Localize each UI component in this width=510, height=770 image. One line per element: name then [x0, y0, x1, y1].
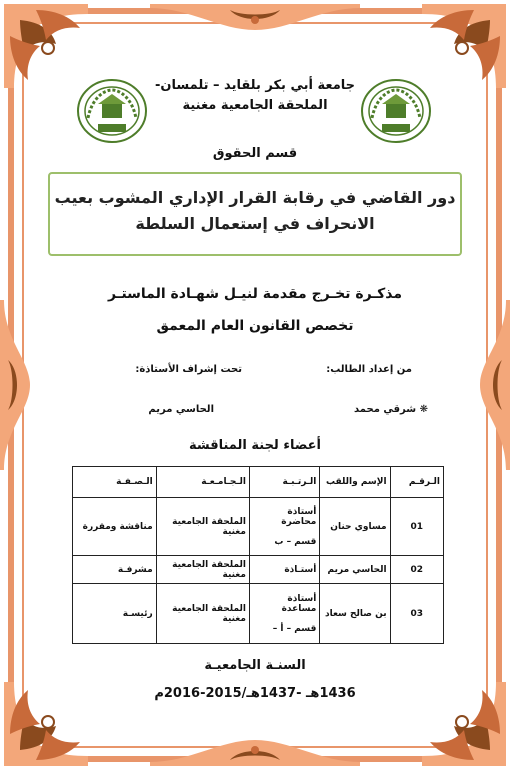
left-ornament-icon	[0, 300, 36, 470]
thesis-title-box	[48, 172, 462, 256]
member-number: 03	[390, 584, 443, 644]
column-header: الـصـفـة	[73, 467, 157, 498]
student-name: شرقي محمد	[354, 404, 417, 415]
academic-year-label: السنـة الجامعيـة	[204, 658, 306, 673]
member-role: رئيسـة	[73, 584, 157, 644]
supervised-by-label: تحت إشراف الأستاذة:	[135, 364, 242, 375]
member-rank-line2: قسم – ب	[274, 536, 317, 547]
table-row	[73, 498, 444, 556]
member-university: الملحقة الجامعية مغنية	[156, 498, 249, 556]
degree-statement: مذكـرة تخـرج مقدمة لنيـل شهـادة الماستـر	[107, 286, 403, 302]
column-header: الـجـامـعـة	[156, 467, 249, 498]
thesis-title-line2: الانحراف في إستعمال السلطة	[135, 214, 375, 233]
member-rank-line1: أستاذة محاضرة	[281, 506, 317, 527]
member-name: الحاسي مريم	[320, 556, 390, 584]
corner-ornament-icon	[0, 678, 92, 770]
member-role: مناقشة ومقررة	[73, 498, 157, 556]
supervisor-name: الحاسي مريم	[148, 404, 214, 415]
column-header: الـرقـم	[390, 467, 443, 498]
member-rank	[249, 584, 319, 644]
member-number: 02	[390, 556, 443, 584]
member-name: مساوي حنان	[320, 498, 390, 556]
right-ornament-icon	[474, 300, 510, 470]
thesis-title-line1: دور القاضي في رقابة القرار الإداري المشوب بعيب	[54, 188, 456, 207]
table-row	[73, 584, 444, 644]
member-university: الملحقة الجامعية مغنية	[156, 584, 249, 644]
member-university: الملحقة الجامعية مغنية	[156, 556, 249, 584]
member-number: 01	[390, 498, 443, 556]
academic-year-value: 1436هـ -1437هـ/2015-2016م	[154, 686, 356, 701]
member-rank-line2: قسم – أ –	[272, 623, 317, 634]
specialty: تخصص القانون العام المعمق	[156, 318, 354, 334]
member-name: بن صالح سعاد	[320, 584, 390, 644]
bullet-icon: ❋	[419, 404, 428, 415]
column-header: الإسم واللقب	[320, 467, 390, 498]
department-name: قسم الحقوق	[212, 146, 298, 161]
corner-ornament-icon	[418, 678, 510, 770]
committee-table	[72, 466, 444, 644]
university-seal-icon	[76, 78, 148, 144]
member-rank	[249, 498, 319, 556]
prepared-by-label: من إعداد الطالب:	[326, 364, 412, 375]
member-rank-line1: أستاذة مساعدة	[281, 593, 317, 614]
annex-name: الملحقة الجامعية مغنية	[182, 98, 328, 113]
table-row	[73, 556, 444, 584]
university-name: جامعة أبي بكر بلقايد – تلمسان-	[155, 78, 355, 93]
member-role: مشرفـة	[73, 556, 157, 584]
bottom-ornament-icon	[150, 730, 360, 770]
university-seal-icon	[360, 78, 432, 144]
member-rank	[249, 556, 319, 584]
committee-heading: أعضاء لجنة المناقشة	[188, 438, 322, 453]
student-name-row	[354, 404, 428, 415]
column-header: الـرتـبـة	[249, 467, 319, 498]
top-ornament-icon	[150, 0, 360, 40]
member-rank-line1: أستـاذة	[284, 564, 317, 575]
table-header-row	[73, 467, 444, 498]
